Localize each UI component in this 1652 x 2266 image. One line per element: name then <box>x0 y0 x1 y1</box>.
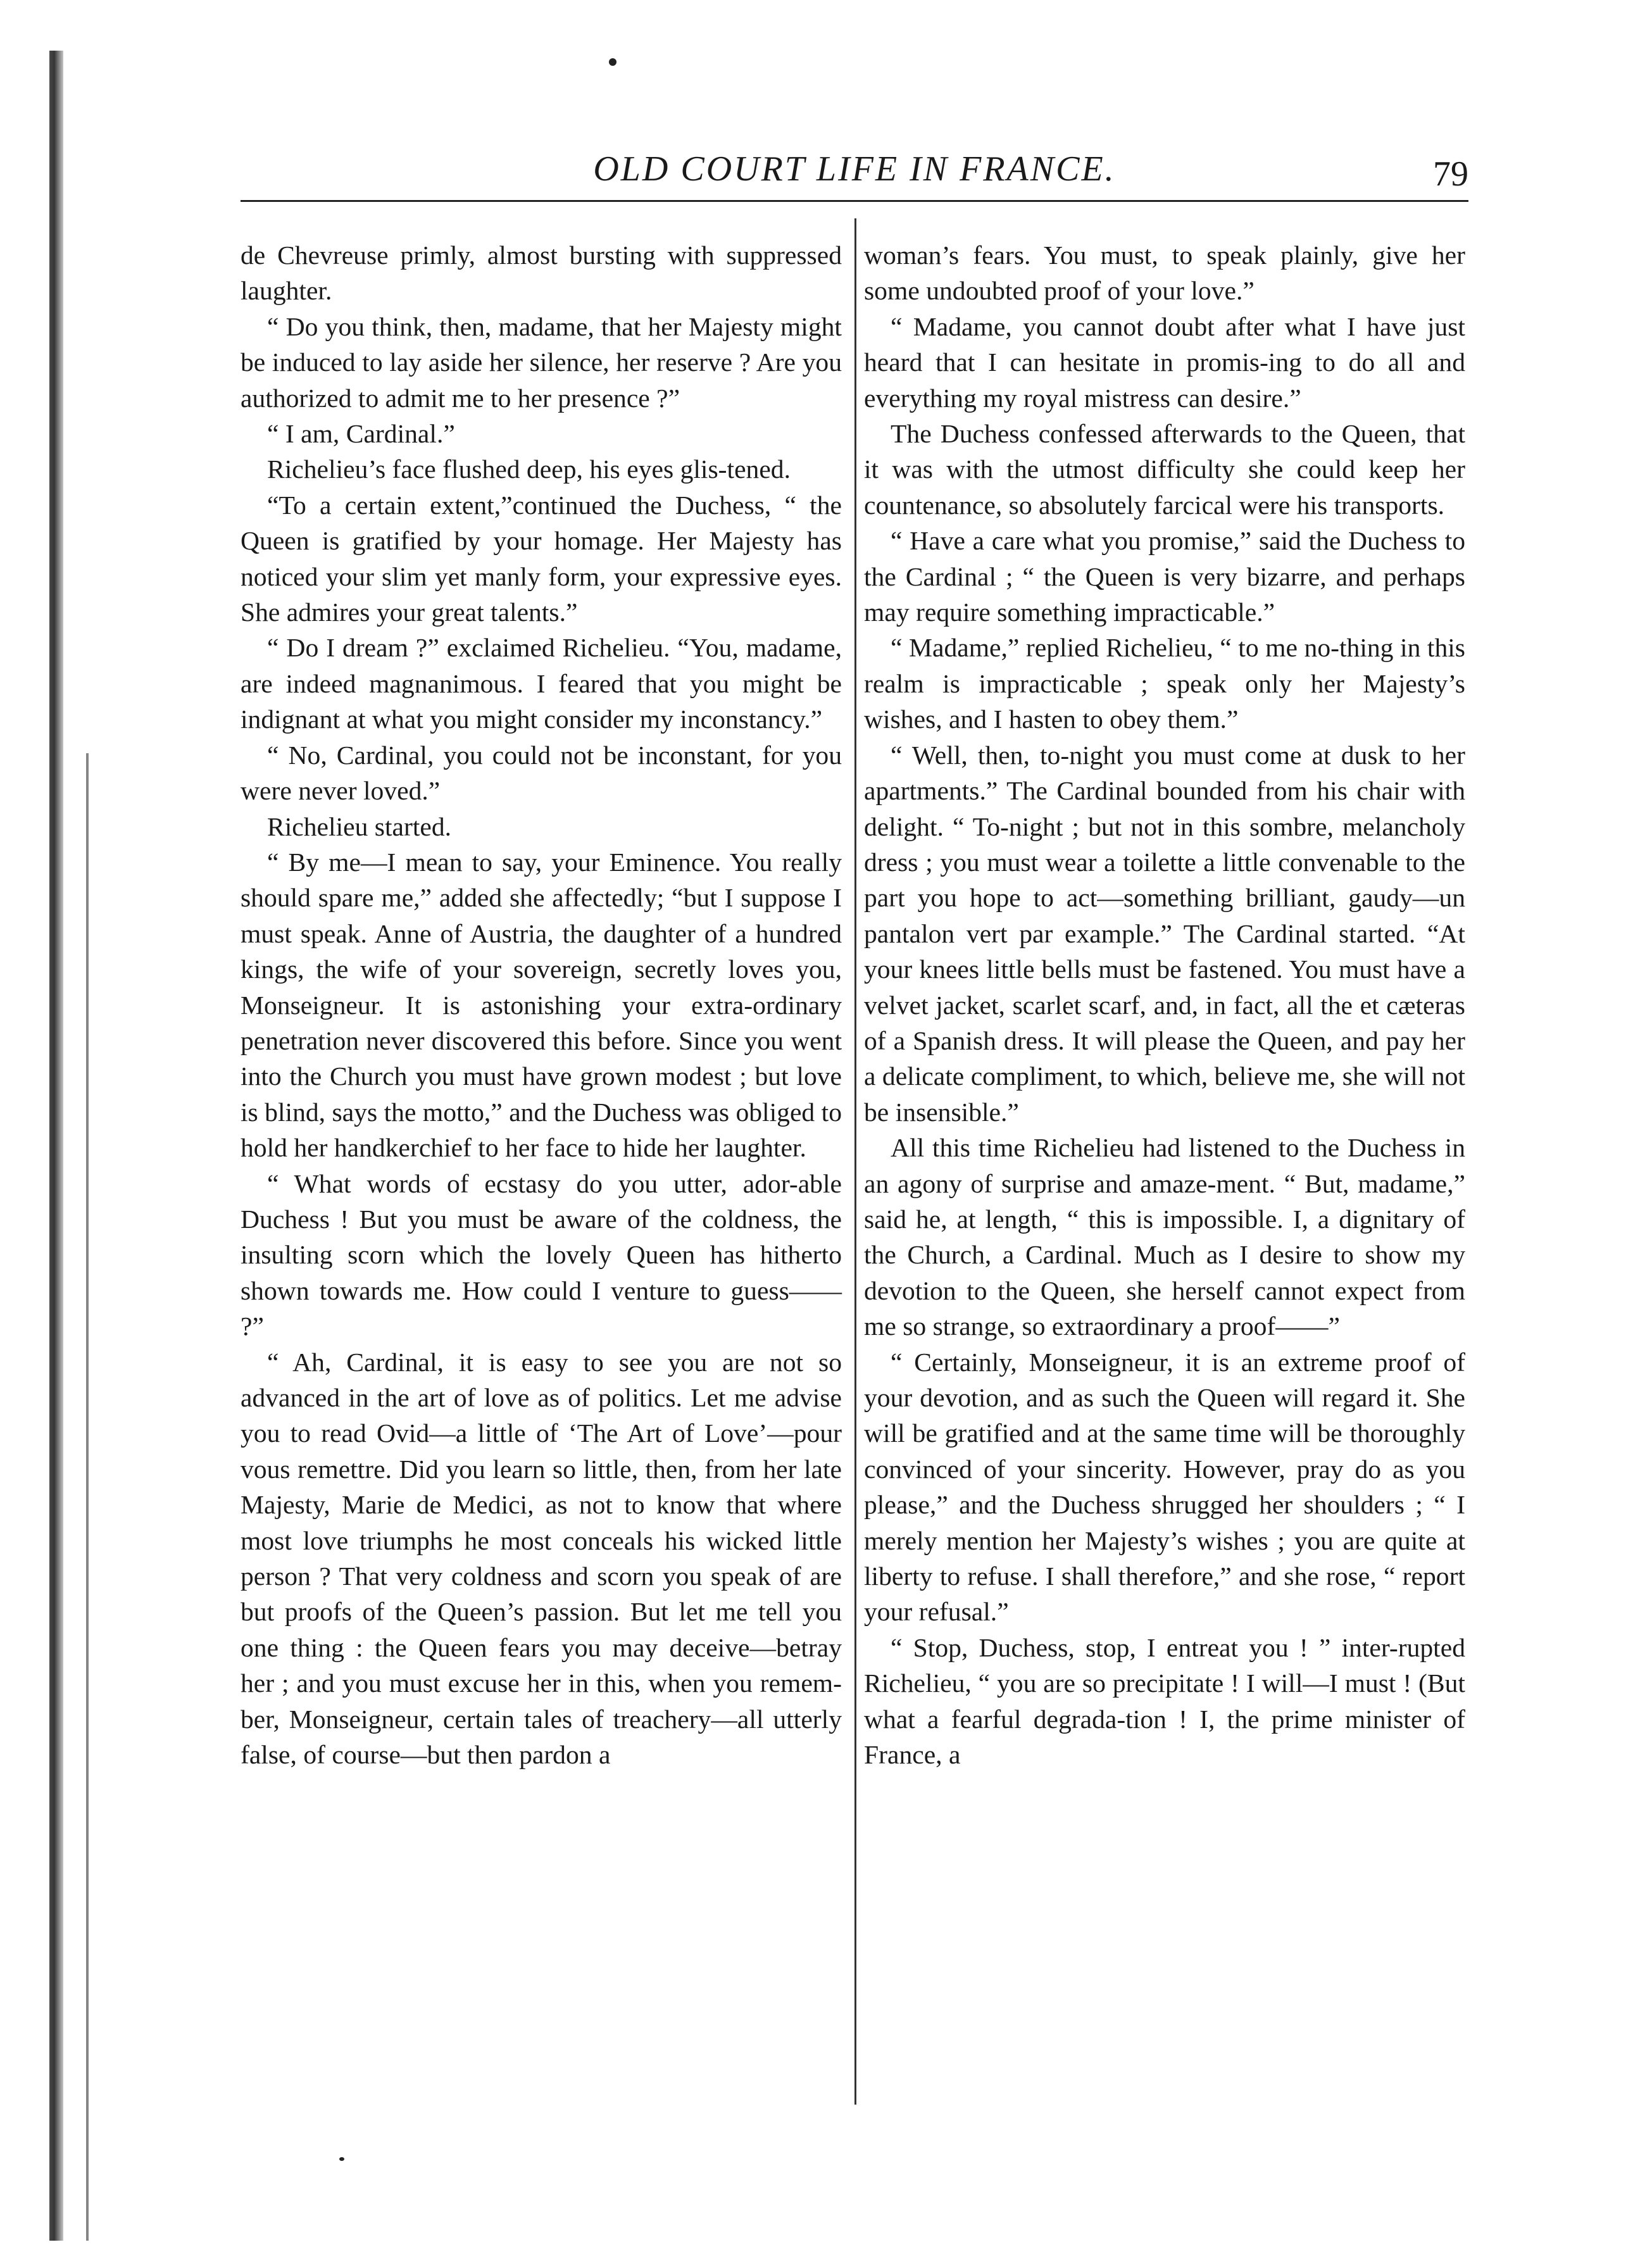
paragraph: “ What words of ecstasy do you utter, ador-able Duchess ! But you must be aware of the coldness, the insulting scorn which the lovely Queen has hitherto shown towards me. How could I venture to guess—— ?” <box>241 1168 842 1341</box>
paragraph: The Duchess confessed afterwards to the Queen, that it was with the utmost difficulty she could keep her countenance, so absolutely farcical were his transports. <box>864 419 1465 520</box>
paragraph: Richelieu started. <box>267 811 452 841</box>
right-column <box>864 237 1465 1772</box>
left-column <box>241 237 842 1772</box>
paragraph: “ I am, Cardinal.” <box>267 419 455 449</box>
paragraph: woman’s fears. You must, to speak plainly, give her some undoubted proof of your love.” <box>864 241 1465 306</box>
ink-speck <box>339 2157 344 2161</box>
ink-speck <box>609 58 616 66</box>
paragraph: “ No, Cardinal, you could not be inconstant, for you were never loved.” <box>241 740 842 806</box>
binding-edge <box>49 51 63 2241</box>
paragraph: “ Certainly, Monseigneur, it is an extreme proof of your devotion, and as such the Queen will regard it. She will be gratified and at the same time will be thoroughly convinced of your sincerity. However, pray do as you please,” and the Duchess shrugged her shoulders ; “ I merely mention her Majesty’s wishes ; you are quite at liberty to refuse. I shall therefore,” and she rose, “ report your refusal.” <box>864 1347 1465 1627</box>
paragraph: de Chevreuse primly, almost bursting with suppressed laughter. <box>241 241 842 306</box>
column-divider <box>854 218 856 2105</box>
paragraph: “ Madame,” replied Richelieu, “ to me no-thing in this realm is impracticable ; speak only her Majesty’s wishes, and I hasten to obey them.” <box>864 633 1465 734</box>
paragraph: “ By me—I mean to say, your Eminence. You really should spare me,” added she affectedly; “but I suppose I must speak. Anne of Austria, the daughter of a hundred kings, the wife of your sovereign, secretly loves you, Monseigneur. It is astonishing your extra-ordinary penetration never discovered this before. Since you went into the Church you must have grown modest ; but love is blind, says the motto,” and the Duchess was obliged to hold her handkerchief to her face to hide her laughter. <box>241 847 842 1163</box>
running-title: OLD COURT LIFE IN FRANCE. <box>593 149 1116 189</box>
header-rule <box>241 200 1468 202</box>
paragraph: “To a certain extent,”continued the Duchess, “ the Queen is gratified by your homage. Her Majesty has noticed your slim yet manly form, your expressive eyes. She admires your great talents.” <box>241 490 842 627</box>
paragraph: “ Have a care what you promise,” said the Duchess to the Cardinal ; “ the Queen is very bizarre, and perhaps may require something impracticable.” <box>864 526 1465 627</box>
page-number: 79 <box>1433 154 1468 194</box>
paragraph: “ Well, then, to-night you must come at dusk to her apartments.” The Cardinal bounded from his chair with delight. “ To-night ; but not in this sombre, melancholy dress ; you must wear a toilette a little convenable to the part you hope to act—something brilliant, gaudy—un pantalon vert par example.” The Cardinal started. “At your knees little bells must be fastened. You must have a velvet jacket, scarlet scarf, and, in fact, all the et cæteras of a Spanish dress. It will please the Queen, and pay her a delicate compliment, to which, believe me, she will not be insensible.” <box>864 740 1465 1127</box>
paragraph: “ Ah, Cardinal, it is easy to see you are not so advanced in the art of love as of politics. Let me advise you to read Ovid—a little of ‘The Art of Love’—pour vous remettre. Did you learn so little, then, from her late Majesty, Marie de Medici, as not to know that where most love triumphs he most conceals his wicked little person ? That very coldness and scorn you speak of are but proofs of the Queen’s passion. But let me tell you one thing : the Queen fears you may deceive—betray her ; and you must excuse her in this, when you remem-ber, Monseigneur, certain tales of treachery—all utterly false, of course—but then pardon a <box>241 1347 842 1770</box>
paragraph: “ Do I dream ?” exclaimed Richelieu. “You, madame, are indeed magnanimous. I feared that you might be indignant at what you might consider my inconstancy.” <box>241 633 842 734</box>
paragraph: “ Do you think, then, madame, that her Majesty might be induced to lay aside her silence, her reserve ? Are you authorized to admit me to her presence ?” <box>241 311 842 413</box>
binding-shadow-line <box>86 753 89 2241</box>
paragraph: “ Madame, you cannot doubt after what I have just heard that I can hesitate in promis-ing to do all and everything my royal mistress can desire.” <box>864 311 1465 413</box>
page-header <box>241 142 1468 199</box>
paragraph: All this time Richelieu had listened to the Duchess in an agony of surprise and amaze-ment. “ But, madame,” said he, at length, “ this is impossible. I, a dignitary of the Church, a Cardinal. Much as I desire to show my devotion to the Queen, she herself cannot expect from me so strange, so extraordinary a proof——” <box>864 1133 1465 1341</box>
paragraph: Richelieu’s face flushed deep, his eyes glis-tened. <box>267 454 791 484</box>
paragraph: “ Stop, Duchess, stop, I entreat you ! ” inter-rupted Richelieu, “ you are so precipitate ! I will—I must ! (But what a fearful degrada-tion ! I, the prime minister of France, a <box>864 1632 1465 1770</box>
